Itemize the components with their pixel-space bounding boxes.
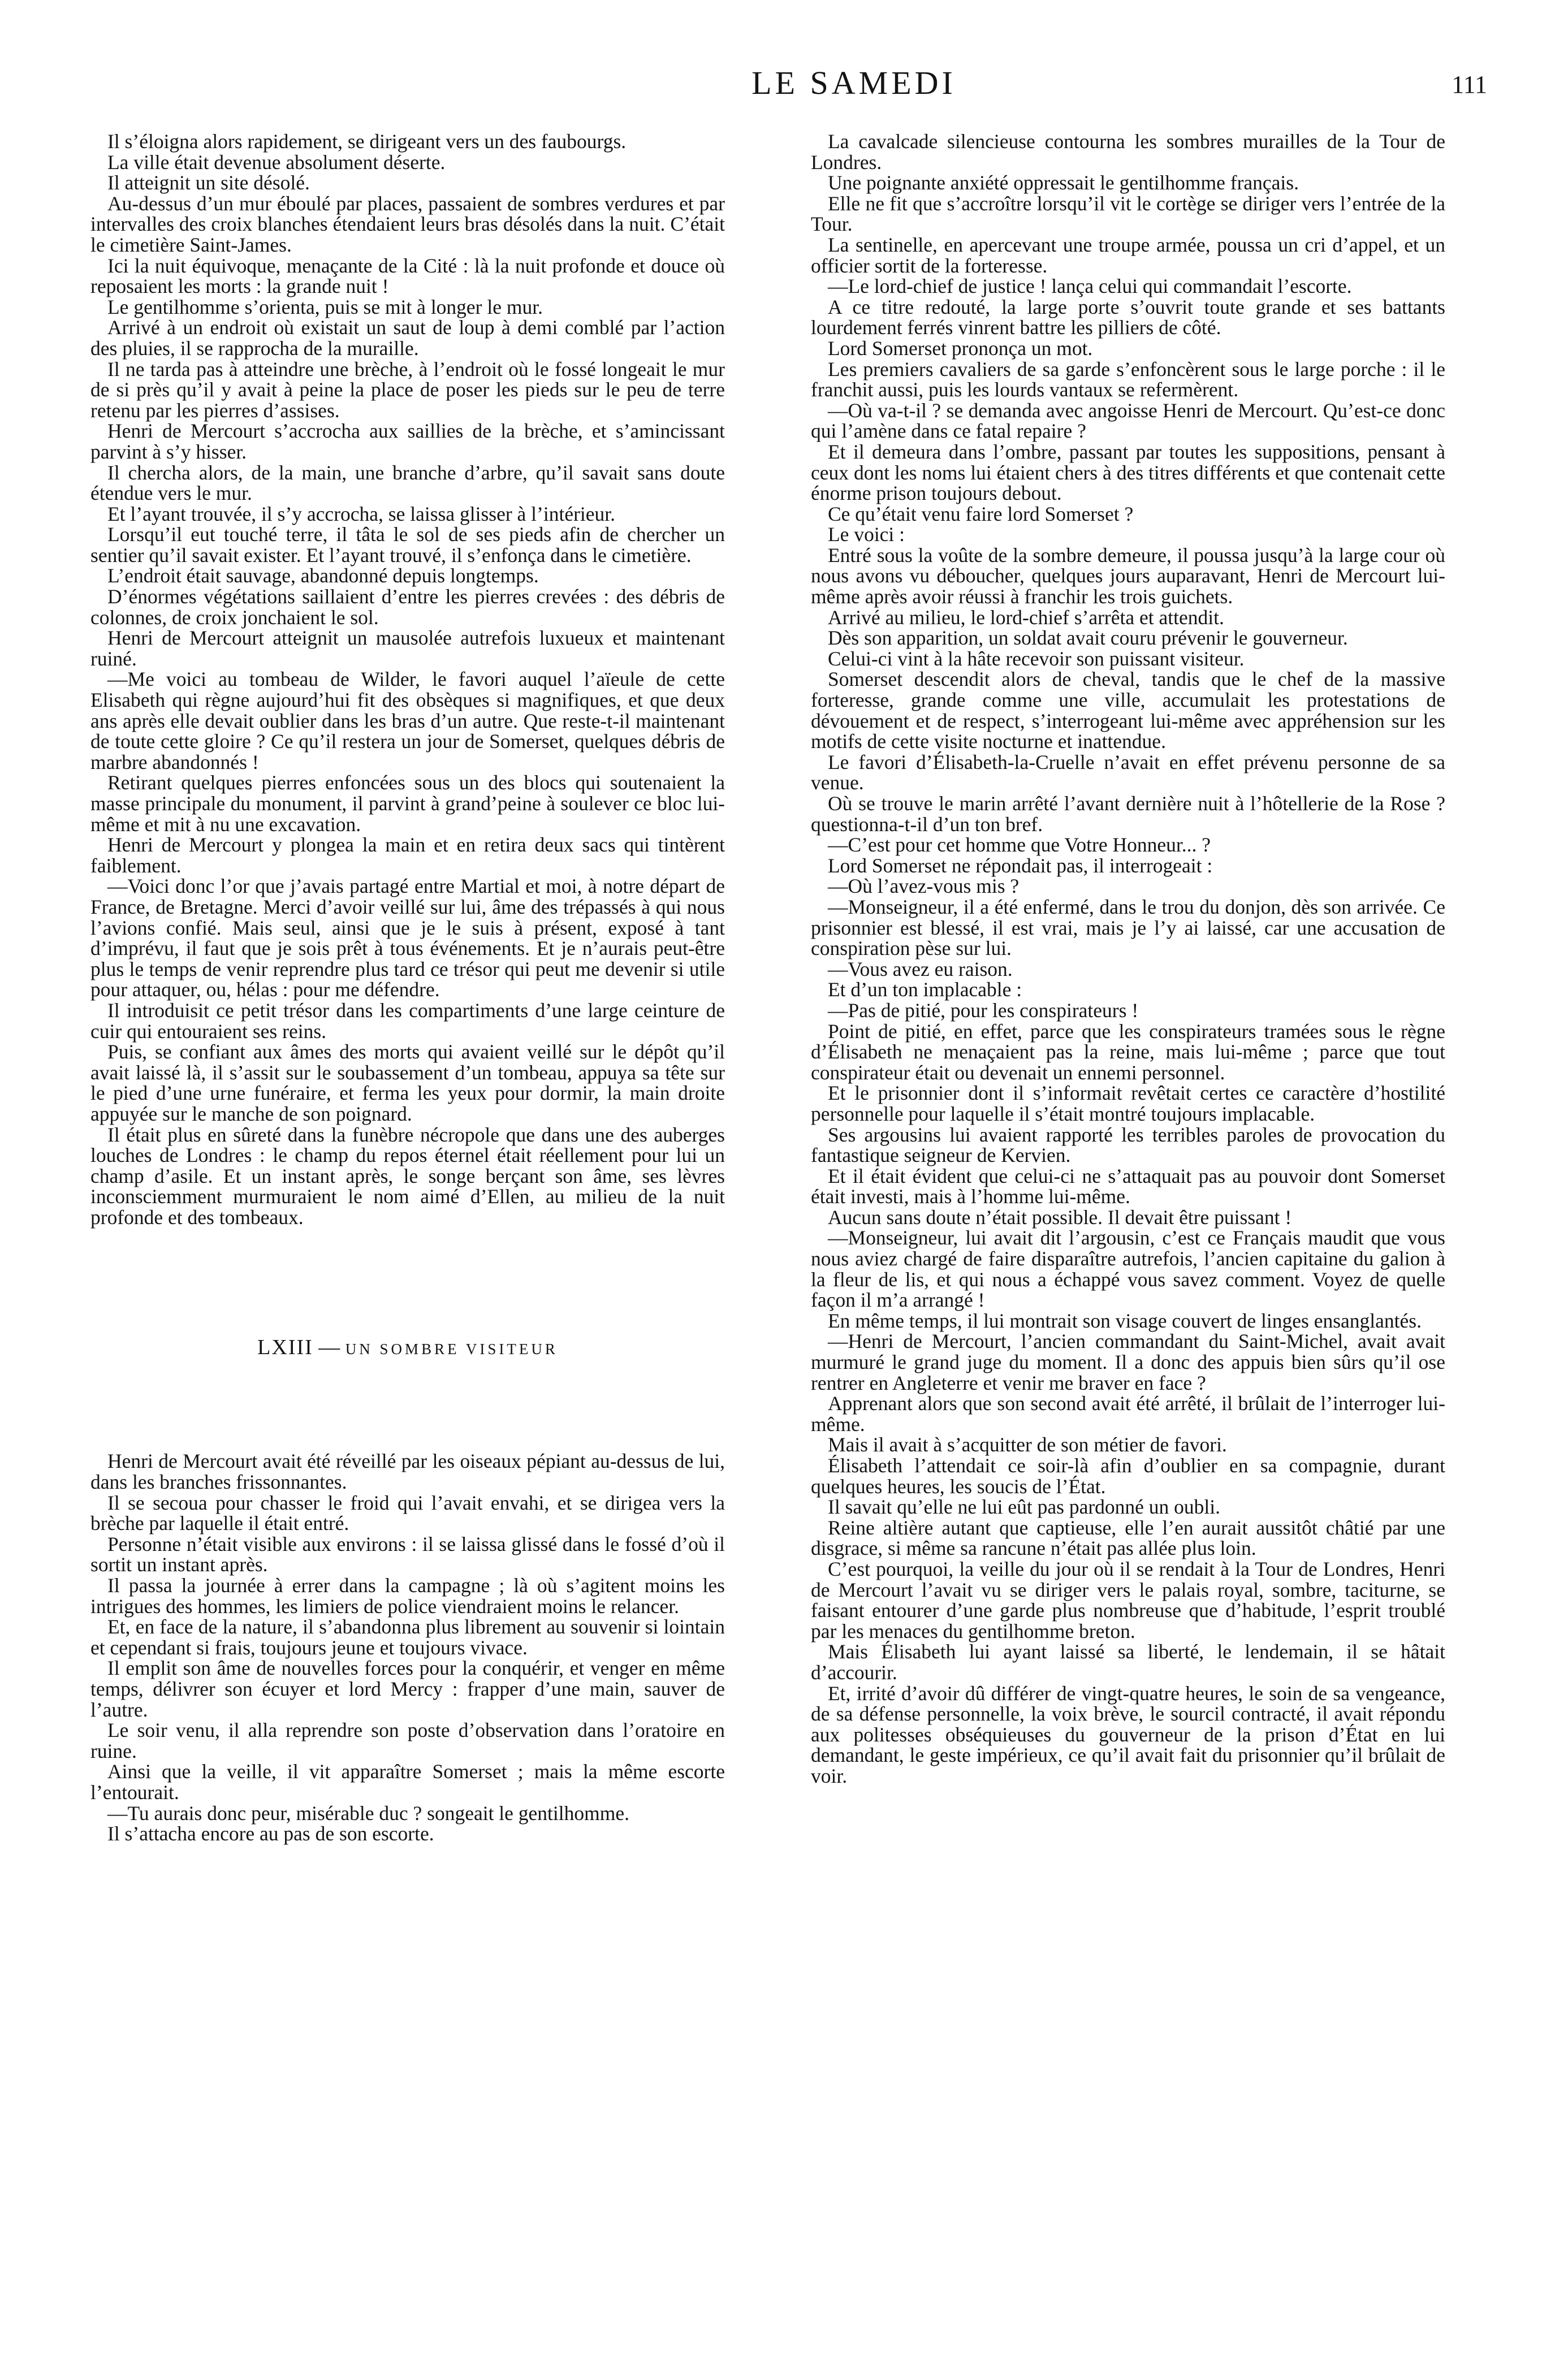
paragraph: Et il était évident que celui-ci ne s’attaquait pas au pouvoir dont Somerset était investi, mais à l’homme lui-même. (811, 1164, 1445, 1208)
paragraph: —Tu aurais donc peur, misérable duc ? songeait le gentilhomme. (107, 1801, 629, 1825)
paragraph: Aucun sans doute n’était possible. Il devait être puissant ! (828, 1205, 1292, 1229)
left-column (90, 131, 725, 1844)
paragraph: Il atteignit un site désolé. (107, 171, 310, 194)
paragraph: —C’est pour cet homme que Votre Honneur... ? (828, 833, 1211, 857)
paragraph: La cavalcade silencieuse contourna les sombres murailles de la Tour de Londres. (811, 130, 1445, 174)
paragraph: Henri de Mercourt atteignit un mausolée autrefois luxueux et maintenant ruiné. (90, 626, 725, 670)
chapter-number: LXIII (257, 1335, 313, 1360)
page-number: 111 (1452, 71, 1487, 98)
paragraph: Le gentilhomme s’orienta, puis se mit à longer le mur. (107, 295, 543, 318)
paragraph: Somerset descendit alors de cheval, tandis que le chef de la massive forteresse, grande comme une ville, accumulait les protestations de dévouement et de respect, s’interrogeant lui-même avec appréhension sur les motifs de cette visite nocturne et inattendue. (811, 668, 1445, 753)
paragraph: Ce qu’était venu faire lord Somerset ? (828, 502, 1134, 525)
paragraph: D’énormes végétations saillaient d’entre les pierres crevées : des débris de colonnes, de croix jonchaient le sol. (90, 585, 725, 629)
paragraph: —Monseigneur, il a été enfermé, dans le trou du donjon, dès son arrivée. Ce prisonnier est blessé, il est vrai, mais je l’y ai laissé, car une accusation de conspiration pèse sur lui. (811, 895, 1445, 960)
paragraph: Henri de Mercourt y plongea la main et en retira deux sacs qui tintèrent faiblement. (90, 833, 725, 877)
paragraph: Mais il avait à s’acquitter de son métier de favori. (828, 1433, 1227, 1456)
paragraph: La sentinelle, en apercevant une troupe armée, poussa un cri d’appel, et un officier sortit de la forteresse. (811, 233, 1445, 277)
paragraph: Arrivé au milieu, le lord-chief s’arrêta et attendit. (828, 606, 1224, 629)
paragraph: —Où va-t-il ? se demanda avec angoisse Henri de Mercourt. Qu’est-ce donc qui l’amène dans ce fatal repaire ? (811, 399, 1445, 443)
paragraph: La ville était devenue absolument déserte. (107, 150, 446, 174)
paragraph: Il emplit son âme de nouvelles forces pour la conquérir, et venger en même temps, délivrer son écuyer et lord Mercy : frapper d’une main, sauver de l’autre. (90, 1657, 725, 1721)
page-header-title: LE SAMEDI (751, 64, 956, 101)
paragraph: Il savait qu’elle ne lui eût pas pardonné un oubli. (828, 1495, 1221, 1519)
chapter-heading (90, 1336, 725, 1360)
paragraph: —Pas de pitié, pour les conspirateurs ! (828, 999, 1139, 1022)
paragraph: Point de pitié, en effet, parce que les conspirateurs tramées sous le règne d’Élisabeth ne menaçaient pas la reine, mais lui-même ; parce que tout conspirateur était ou devenait un ennemi personnel. (811, 1019, 1445, 1084)
paragraph: Et le prisonnier dont il s’informait revêtait certes ce caractère d’hostilité personnelle pour laquelle il s’était montré toujours implacable. (811, 1082, 1445, 1125)
paragraph: Il passa la journée à errer dans la campagne ; là où s’agitent moins les intrigues des hommes, les limiers de police viendraient moins le relancer. (90, 1574, 725, 1618)
chapter-title: UN SOMBRE VISITEUR (345, 1341, 558, 1358)
paragraph: A ce titre redouté, la large porte s’ouvrit toute grande et ses battants lourdement ferrés vinrent battre les pilliers de côté. (811, 295, 1445, 339)
paragraph: —Où l’avez-vous mis ? (828, 875, 1020, 898)
paragraph: Il introduisit ce petit trésor dans les compartiments d’une large ceinture de cuir qui entouraient ses reins. (90, 999, 725, 1043)
paragraph: Henri de Mercourt avait été réveillé par les oiseaux pépiant au-dessus de lui, dans les branches frissonnantes. (90, 1450, 725, 1494)
paragraph: L’endroit était sauvage, abandonné depuis longtemps. (107, 564, 539, 587)
paragraph: Il s’éloigna alors rapidement, se dirigeant vers un des faubourgs. (107, 130, 627, 153)
paragraph: Il se secoua pour chasser le froid qui l’avait envahi, et se dirigea vers la brèche par laquelle il était entré. (90, 1491, 725, 1535)
paragraph: Lorsqu’il eut touché terre, il tâta le sol de ses pieds afin de chercher un sentier qu’il savait exister. Et l’ayant trouvé, il s’enfonça dans le cimetière. (90, 523, 725, 567)
paragraph: Élisabeth l’attendait ce soir-là afin d’oublier en sa compagnie, durant quelques heures, les soucis de l’État. (811, 1454, 1445, 1498)
paragraph: Au-dessus d’un mur éboulé par places, passaient de sombres verdures et par intervalles des croix blanches étendaient leurs bras désolés dans la nuit. C’était le cimetière Saint-James. (90, 192, 725, 256)
paragraph: Ici la nuit équivoque, menaçante de la Cité : là la nuit profonde et douce où reposaient les morts : la grande nuit ! (90, 254, 725, 298)
paragraph: Personne n’était visible aux environs : il se laissa glissé dans le fossé d’où il sortit un instant après. (90, 1532, 725, 1576)
paragraph: Lord Somerset ne répondait pas, il interrogeait : (828, 854, 1213, 877)
paragraph: —Vous avez eu raison. (828, 957, 1013, 980)
paragraph: Arrivé à un endroit où existait un saut de loup à demi comblé par l’action des pluies, il se rapprocha de la muraille. (90, 316, 725, 360)
paragraph: En même temps, il lui montrait son visage couvert de linges ensanglantés. (828, 1309, 1422, 1332)
paragraph: Entré sous la voûte de la sombre demeure, il poussa jusqu’à la large cour où nous avons vu déboucher, quelques jours auparavant, Henri de Mercourt lui-même après avoir réussi à franchir les trois guichets. (811, 543, 1445, 608)
paragraph: —Henri de Mercourt, l’ancien commandant du Saint-Michel, avait avait murmuré le grand juge du moment. Il a donc des appuis bien sûrs qu’il ose rentrer en Angleterre et venir me braver en face ? (811, 1330, 1445, 1394)
paragraph: Henri de Mercourt s’accrocha aux saillies de la brèche, et s’amincissant parvint à s’y hisser. (90, 420, 725, 463)
paragraph: Il s’attacha encore au pas de son escorte. (107, 1822, 434, 1845)
paragraph: Où se trouve le marin arrêté l’avant dernière nuit à l’hôtellerie de la Rose ? questionna-t-il d’un ton bref. (811, 792, 1445, 836)
paragraph: Le favori d’Élisabeth-la-Cruelle n’avait en effet prévenu personne de sa venue. (811, 750, 1445, 794)
paragraph: —Le lord-chief de justice ! lança celui qui commandait l’escorte. (828, 275, 1352, 298)
paragraph: Elle ne fit que s’accroître lorsqu’il vit le cortège se diriger vers l’entrée de la Tour. (811, 192, 1445, 236)
paragraph: Apprenant alors que son second avait été arrêté, il brûlait de l’interroger lui-même. (811, 1392, 1445, 1436)
paragraph: Mais Élisabeth lui ayant laissé sa liberté, le lendemain, il se hâtait d’accourir. (811, 1640, 1445, 1684)
paragraph: Et, irrité d’avoir dû différer de vingt-quatre heures, le soin de sa vengeance, de sa défense personnelle, la voix brève, le sourcil contracté, il avait répondu aux politesses obséquieuses du gouverneur de la prison d’État en lui demandant, le geste impérieux, ce qu’il avait fait du prisonnier qu’il brûlait de voir. (811, 1682, 1445, 1787)
right-column (811, 131, 1445, 1787)
paragraph: Lord Somerset prononça un mot. (828, 336, 1093, 360)
paragraph: —Voici donc l’or que j’avais partagé entre Martial et moi, à notre départ de France, de Bretagne. Merci d’avoir veillé sur lui, âme des trépassés à qui nous l’avions confié. Mais seul, ainsi que je le suis à présent, exposé à tant d’imprévu, il faut que je sois prêt à tous événements. Et je n’aurais peut-être plus le temps de venir reprendre plus tard ce trésor qui peut me devenir si utile pour attaquer, ou, hélas : pour me défendre. (90, 875, 725, 1001)
left-text-after (90, 1451, 725, 1844)
paragraph: Et, en face de la nature, il s’abandonna plus librement au souvenir si lointain et cependant si frais, toujours jeune et toujours vivace. (90, 1615, 725, 1659)
paragraph: Les premiers cavaliers de sa garde s’enfoncèrent sous le large porche : il le franchit aussi, puis les lourds vantaux se refermèrent. (811, 357, 1445, 401)
paragraph: Une poignante anxiété oppressait le gentilhomme français. (828, 171, 1299, 194)
left-text-before (90, 131, 725, 1227)
paragraph: Dès son apparition, un soldat avait couru prévenir le gouverneur. (828, 626, 1348, 650)
paragraph: Et d’un ton implacable : (828, 978, 1022, 1001)
paragraph: C’est pourquoi, la veille du jour où il se rendait à la Tour de Londres, Henri de Mercourt l’avait vu se diriger vers le palais royal, sombre, taciturne, se faisant entourer d’une garde plus nombreuse que d’habitude, l’esprit troublé par les menaces du gentilhomme breton. (811, 1557, 1445, 1643)
paragraph: Et l’ayant trouvée, il s’y accrocha, se laissa glisser à l’intérieur. (107, 502, 616, 525)
paragraph: Reine altière autant que captieuse, elle l’en aurait aussitôt châtié par une disgrace, si même sa rancune n’était pas allée plus loin. (811, 1516, 1445, 1560)
paragraph: Puis, se confiant aux âmes des morts qui avaient veillé sur le dépôt qu’il avait laissé là, il s’assit sur le soubassement d’un tombeau, appuya sa tête sur le pied d’une urne funéraire, et ferma les yeux pour dormir, la main droite appuyée sur le manche de son poignard. (90, 1040, 725, 1125)
paragraph: Il ne tarda pas à atteindre une brèche, à l’endroit où le fossé longeait le mur de si près qu’il y avait à peine la place de poser les pieds sur le peu de terre retenu par les pierres d’assises. (90, 357, 725, 422)
paragraph: Celui-ci vint à la hâte recevoir son puissant visiteur. (828, 647, 1245, 670)
paragraph: Il chercha alors, de la main, une branche d’arbre, qu’il savait sans doute étendue vers le mur. (90, 461, 725, 505)
paragraph: Et il demeura dans l’ombre, passant par toutes les suppositions, pensant à ceux dont les noms lui étaient chers à des titres différents et que contenait cette énorme prison toujours debout. (811, 440, 1445, 505)
paragraph: Ainsi que la veille, il vit apparaître Somerset ; mais la même escorte l’entourait. (90, 1760, 725, 1804)
paragraph: Ses argousins lui avaient rapporté les terribles paroles de provocation du fantastique seigneur de Kervien. (811, 1123, 1445, 1167)
chapter-separator: — (318, 1335, 340, 1360)
paragraph: —Me voici au tombeau de Wilder, le favori auquel l’aïeule de cette Elisabeth qui règne aujourd’hui fit des obsèques si magnifiques, et que deux ans après elle devait oublier dans les bras d’un autre. Que reste-t-il maintenant de toute cette gloire ? Ce qu’il restera un jour de Somerset, quelques débris de marbre abandonnés ! (90, 668, 725, 773)
paragraph: Le voici : (828, 523, 905, 546)
paragraph: Retirant quelques pierres enfoncées sous un des blocs qui soutenaient la masse principale du monument, il parvint à grand’peine à soulever ce bloc lui-même et mit à nu une excavation. (90, 771, 725, 836)
paragraph: Le soir venu, il alla reprendre son poste d’observation dans l’oratoire en ruine. (90, 1719, 725, 1762)
paragraph: Il était plus en sûreté dans la funèbre nécropole que dans une des auberges louches de Londres : le champ du repos éternel était réellement pour lui un champ d’asile. Et un instant après, le songe berçant son âme, ses lèvres inconsciemment murmuraient le nom aimé d’Ellen, au milieu de la nuit profonde et des tombeaux. (90, 1123, 725, 1229)
paragraph: —Monseigneur, lui avait dit l’argousin, c’est ce Français maudit que vous nous aviez chargé de faire disparaître autrefois, l’ancien capitaine du galion à la fleur de lis, et qui nous a échappé vous savez comment. Voyez de quelle façon il m’a arrangé ! (811, 1226, 1445, 1312)
